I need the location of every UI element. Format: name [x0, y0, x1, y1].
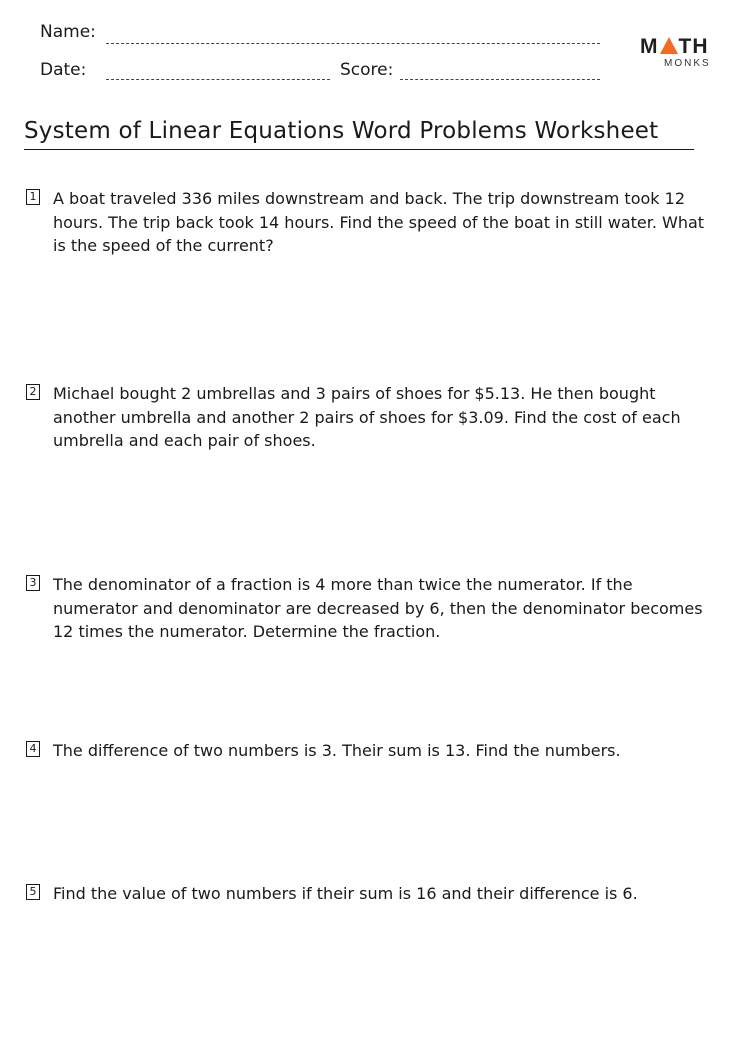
logo-letter-m: M [640, 35, 659, 58]
name-label: Name: [40, 22, 96, 42]
worksheet-title: System of Linear Equations Word Problems Worksheet [24, 118, 659, 144]
question-number-box: 5 [26, 884, 40, 900]
name-field[interactable] [106, 43, 600, 44]
question-text: Find the value of two numbers if their sum is 16 and their difference is 6. [53, 884, 638, 903]
question-number-box: 3 [26, 575, 40, 591]
logo-subtitle: MONKS [664, 58, 711, 69]
date-field[interactable] [106, 79, 330, 80]
score-label: Score: [340, 60, 394, 80]
question-text: The difference of two numbers is 3. Their sum is 13. Find the numbers. [53, 741, 621, 760]
question-number-box: 2 [26, 384, 40, 400]
logo-letters-th: TH [678, 35, 709, 58]
question-number-box: 4 [26, 741, 40, 757]
date-label: Date: [40, 60, 87, 80]
title-divider [24, 149, 694, 150]
logo-wordmark [640, 36, 709, 58]
triangle-icon [660, 37, 678, 54]
question-number-box: 1 [26, 189, 40, 205]
question-text: The denominator of a fraction is 4 more than twice the numerator. If the numerator and denominator are decreased by 6, then the denominator becomes 12 times the numerator. Determine the fraction. [53, 575, 703, 641]
score-field[interactable] [400, 79, 600, 80]
mathmonks-logo [640, 36, 720, 76]
question-text: A boat traveled 336 miles downstream and back. The trip downstream took 12 hours. The trip back took 14 hours. Find the speed of the boat in still water. What is the speed of the current? [53, 189, 705, 255]
question-text: Michael bought 2 umbrellas and 3 pairs of shoes for $5.13. He then bought another umbrella and another 2 pairs of shoes for $3.09. Find the cost of each umbrella and each pair of shoes. [53, 384, 681, 450]
